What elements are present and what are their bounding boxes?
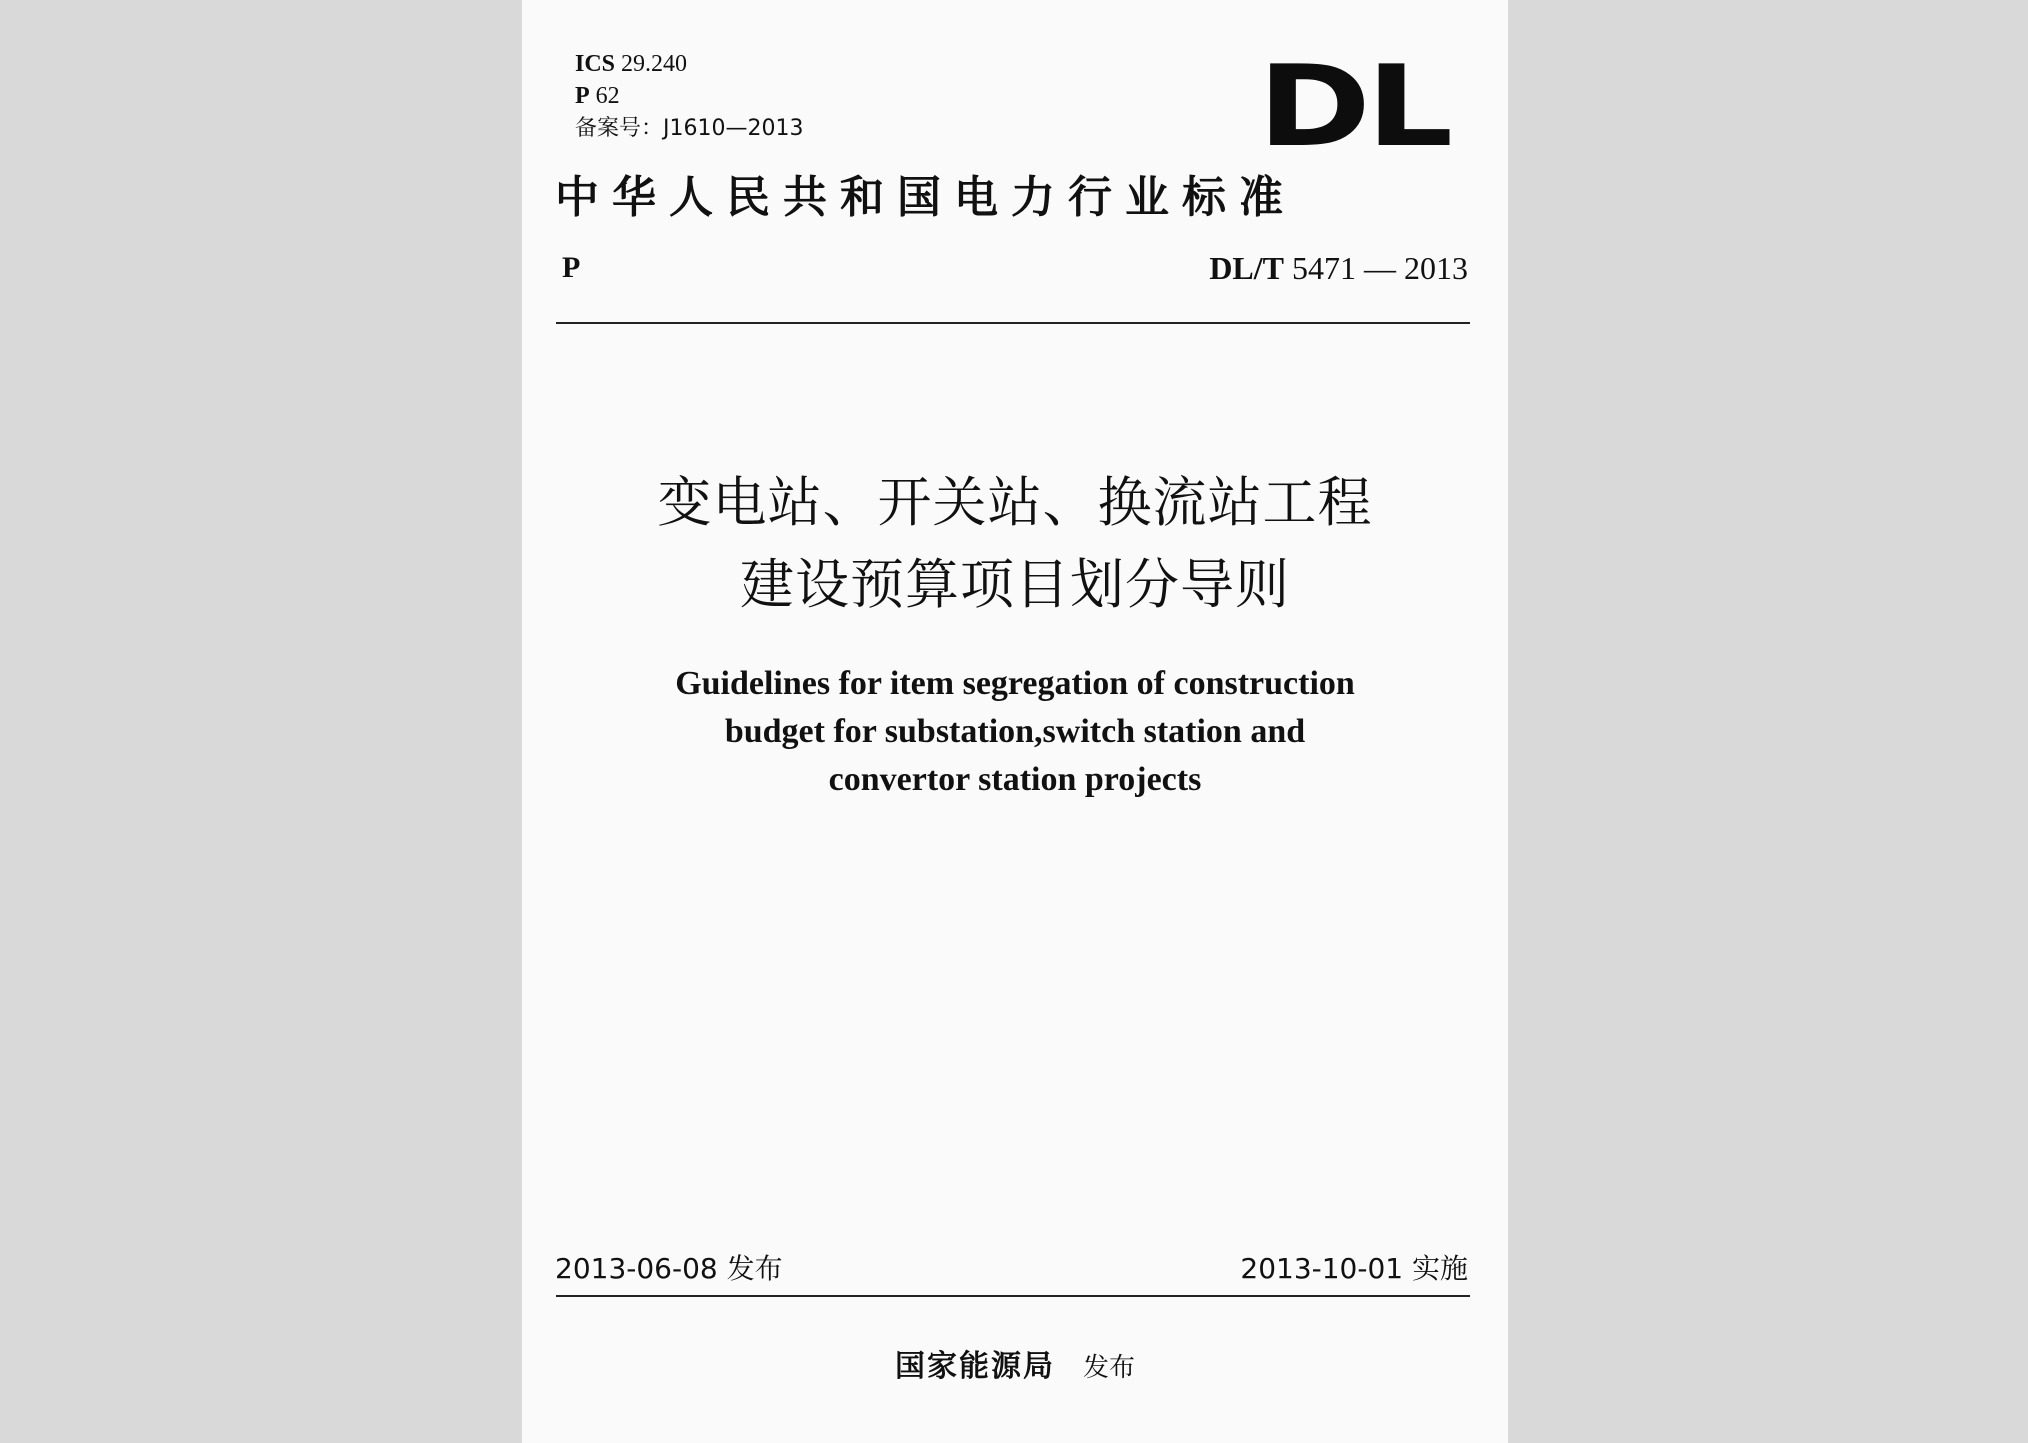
chinese-title xyxy=(522,462,1508,626)
ics-value: 29.240 xyxy=(621,51,688,77)
standard-number-prefix: DL/T xyxy=(1209,250,1284,286)
record-number xyxy=(575,115,803,143)
standard-number-value: 5471 — 2013 xyxy=(1292,250,1468,286)
standard-number xyxy=(1209,250,1468,286)
p-label: P xyxy=(575,83,590,109)
dl-logo: DL xyxy=(1257,42,1448,172)
publisher-action: 发布 xyxy=(1082,1353,1135,1383)
english-title-line: budget for substation,switch station and xyxy=(724,713,1306,750)
publisher xyxy=(522,1348,1508,1387)
p-value: 62 xyxy=(595,83,620,109)
record-value: J1610—2013 xyxy=(663,116,804,141)
english-title-line: Guidelines for item segregation of construction xyxy=(675,665,1355,702)
chinese-title-line: 变电站、开关站、换流站工程 xyxy=(657,471,1373,534)
chinese-title-line: 建设预算项目划分导则 xyxy=(740,553,1290,616)
document-cover xyxy=(522,0,1508,1443)
bottom-divider xyxy=(556,1295,1470,1297)
ics-code xyxy=(575,50,687,78)
record-label: 备案号： xyxy=(575,116,664,141)
implementation-date: 2013-10-01 实施 xyxy=(1240,1252,1468,1285)
publisher-name: 国家能源局 xyxy=(894,1349,1055,1384)
english-title xyxy=(522,660,1508,804)
top-divider xyxy=(556,322,1470,324)
classification-code: P xyxy=(562,251,581,284)
ics-label: ICS xyxy=(575,51,616,77)
standard-organization-title: 中华人民共和国电力行业标准 xyxy=(555,172,1296,223)
issue-date: 2013-06-08 发布 xyxy=(555,1252,783,1285)
english-title-line: convertor station projects xyxy=(828,761,1202,798)
p-code xyxy=(575,82,620,110)
